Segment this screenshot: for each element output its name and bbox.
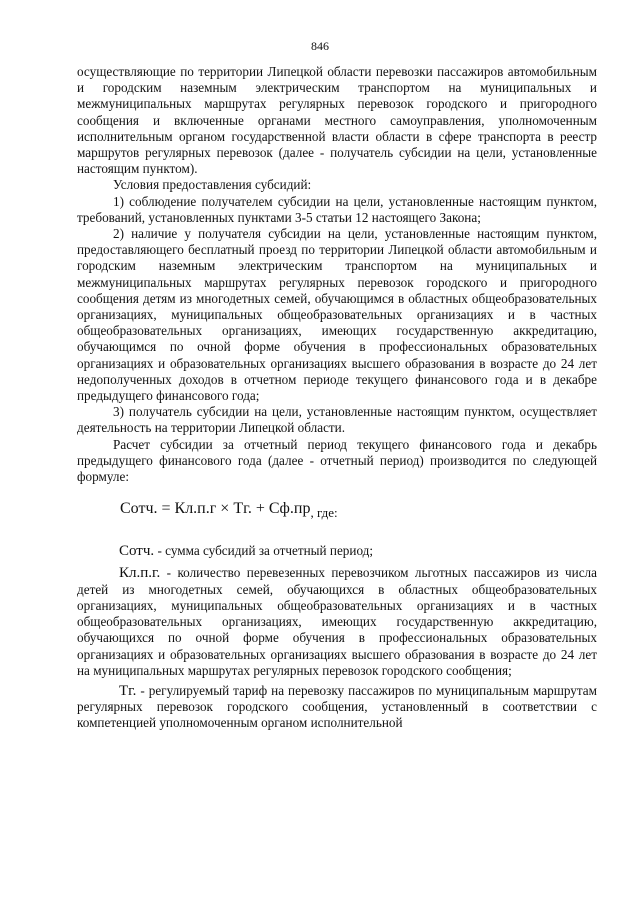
subsidy-formula [120,499,597,523]
paragraph-condition-3: 3) получатель субсидии на цели, установленные настоящим пунктом, осуществляет деятельность на территории Липецкой области. [77,404,597,436]
definition-symbol: Кл.п.г. [119,565,161,582]
paragraph-continuation: осуществляющие по территории Липецкой области перевозки пассажиров автомобильным и городским наземным электрическим транспортом на муниципальных и межмуниципальных маршрутах регулярных перевозок городского и пригородного сообщения и включенные органами местного самоуправления, уполномоченным исполнительным органом государственной власти области в сфере транспорта в реестр маршрутов регулярных перевозок (далее - получатель субсидии на цели, установленные настоящим пунктом). [77,64,597,177]
definition-text: - количество перевезенных перевозчиком льготных пассажиров из числа детей из многодетных семей, обучающихся в областных общеобразовательных организациях, муниципальных общеобразовательных организациях и в частных общеобразовательных организациях, имеющих государственную аккредитацию, обучающихся по очной форме обучения в профессиональных образовательных организациях и образовательных организациях высшего образования в возрасте до 24 лет на муниципальных маршрутах регулярных перевозок городского сообщения; [77,565,597,678]
paragraph-condition-1: 1) соблюдение получателем субсидии на цели, установленные настоящим пунктом, требований, установленных пунктами 3-5 статьи 12 настоящего Закона; [77,193,597,225]
definition-klpg [77,565,597,678]
formula-tail: , где: [310,505,338,521]
definition-text: - регулируемый тариф на перевозку пассажиров по муниципальным маршрутам регулярных перевозок городского сообщения, установленный в соответствии с компетенцией уполномоченным органом исполнительной [77,682,597,731]
document-body [77,64,597,732]
paragraph-calculation-intro: Расчет субсидии за отчетный период текущего финансового года и декабрь предыдущего финансового года (далее - отчетный период) производится по следующей формуле: [77,436,597,485]
page-number: 846 [311,39,329,53]
definition-text: - сумма субсидий за отчетный период; [154,543,374,559]
paragraph-conditions-heading: Условия предоставления субсидий: [113,177,312,193]
paragraph-condition-2: 2) наличие у получателя субсидии на цели, установленные настоящим пунктом, предоставляющего бесплатный проезд по территории Липецкой области автомобильным и городским наземным электрическим транспортом на муниципальных и межмуниципальных маршрутах регулярных перевозок городского и пригородного сообщения детям из многодетных семей, обучающимся в областных общеобразовательных организациях, муниципальных общеобразовательных организациях и в частных общеобразовательных организациях, имеющих государственную аккредитацию, обучающимся по очной форме обучения в профессиональных образовательных организациях и образовательных организациях высшего образования в возрасте до 24 лет недополученных доходов в отчетном периоде текущего финансового года и в декабре предыдущего финансового года; [77,226,597,404]
definition-sotch [77,543,597,559]
formula-expression: Сотч. = Кл.п.г × Тг. + Сф.пр [120,500,311,518]
definition-tg [77,683,597,732]
definition-symbol: Тг. [119,682,137,699]
definition-symbol: Сотч. [119,543,155,560]
